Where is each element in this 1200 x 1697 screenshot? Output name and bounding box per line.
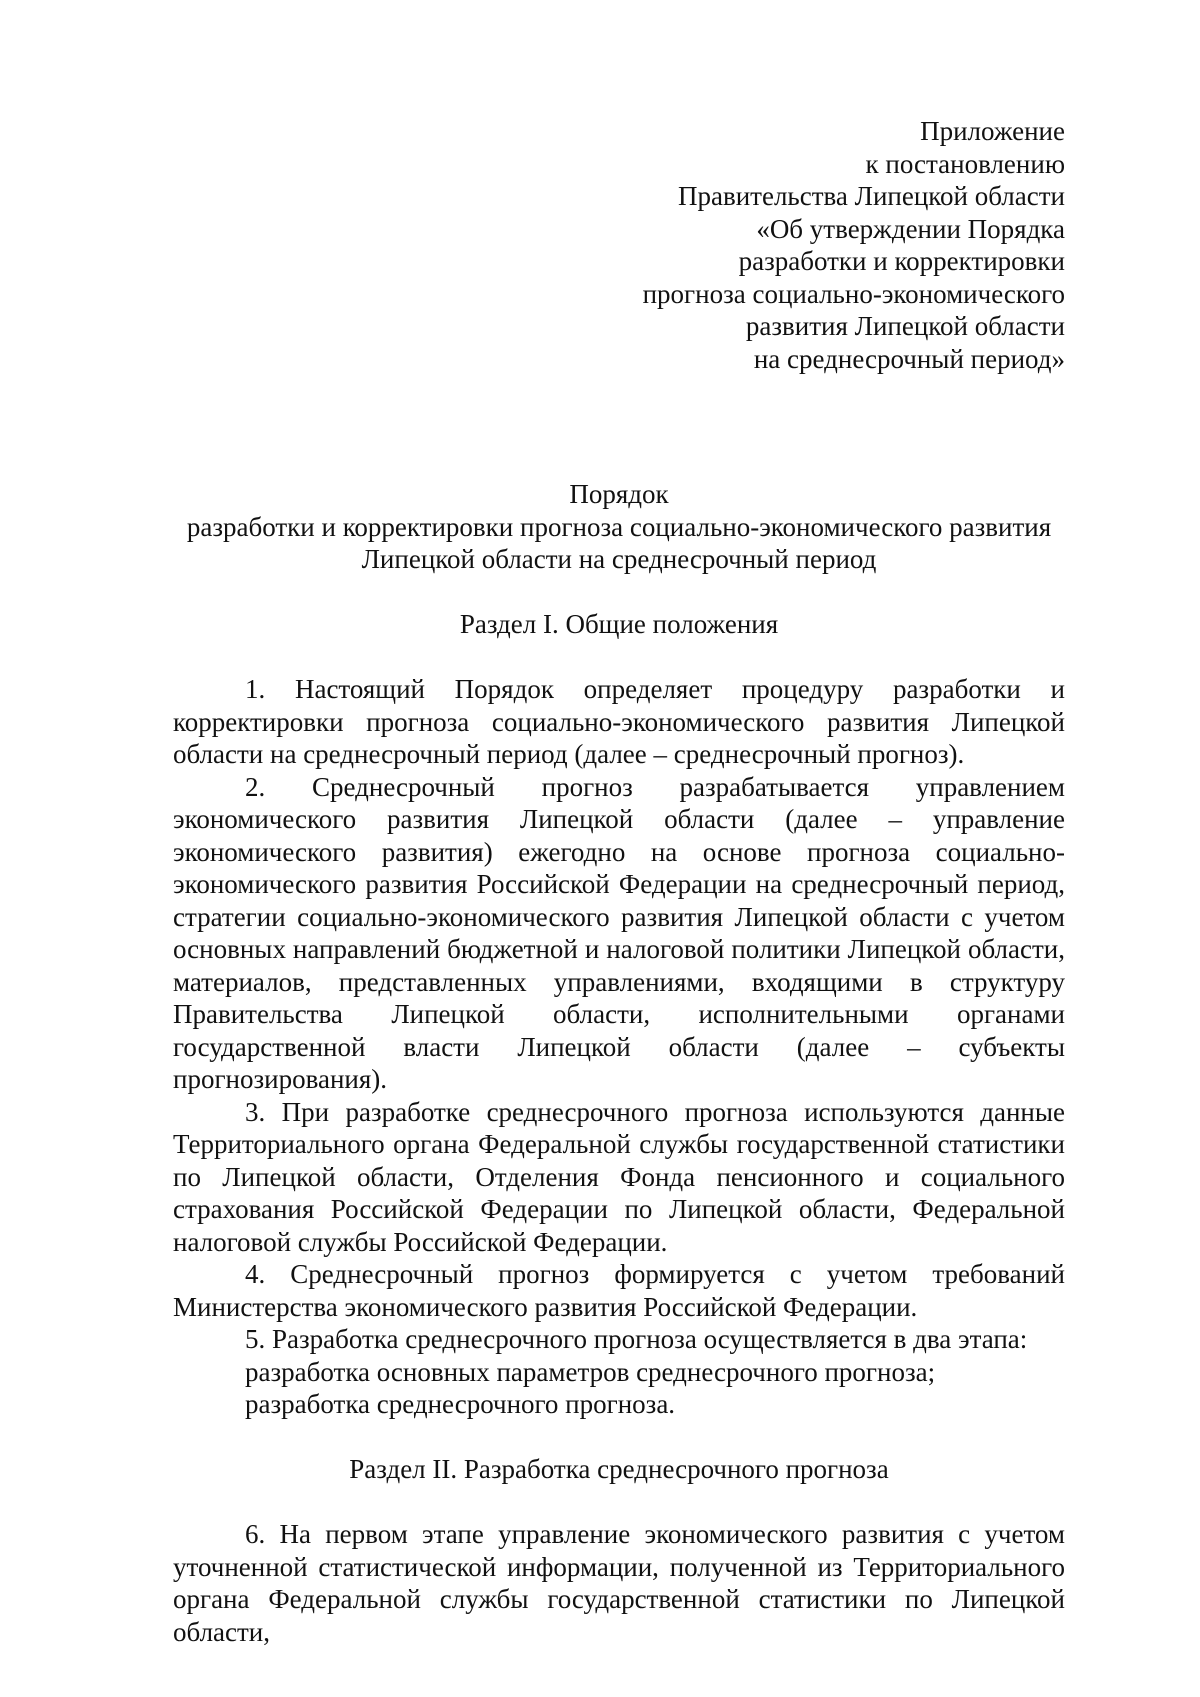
appendix-line: Правительства Липецкой области (677, 181, 1065, 211)
paragraph-5-item-2: разработка среднесрочного прогноза. (245, 1389, 676, 1419)
paragraph-5-item-1: разработка основных параметров среднесрочного прогноза; (245, 1356, 936, 1387)
section-1-heading: Раздел I. Общие положения (459, 609, 779, 639)
appendix-line: разработки и корректировки (738, 246, 1065, 276)
appendix-line: на среднесрочный период» (753, 343, 1065, 374)
appendix-block (643, 115, 1065, 375)
paragraph-2: 2. Среднесрочный прогноз разрабатывается управлением экономического развития Липецкой области (далее – управление экономического развития) ежегодно на основе прогноза социально-экономического развития Российской Федерации на среднесрочный период, стратегии социально-экономического развития Липецкой области с учетом основных направлений бюджетной и налоговой политики Липецкой области, материалов, представленных управлениями, входящими в структуру Правительства Липецкой области, исполнительными органами государственной власти Липецкой области (далее – субъекты прогнозирования). (173, 771, 1065, 1094)
title-line: Липецкой области на среднесрочный период (361, 544, 877, 574)
spacer (173, 1421, 1065, 1454)
document-body (173, 478, 1065, 1648)
paragraph-3: 3. При разработке среднесрочного прогноза используются данные Территориального органа Федеральной службы государственной статистики по Липецкой области, Отделения Фонда пенсионного и социального страхования Российской Федерации по Липецкой области, Федеральной налоговой службы Российской Федерации. (173, 1096, 1065, 1257)
title-line: Порядок (569, 479, 669, 509)
title-line: разработки и корректировки прогноза социально-экономического развития (186, 511, 1052, 542)
appendix-line: Приложение (920, 116, 1065, 146)
paragraph-6: 6. На первом этапе управление экономического развития с учетом уточненной статистической информации, полученной из Территориального органа Федеральной службы государственной статистики по Липецкой области, (173, 1519, 1065, 1647)
appendix-line: к постановлению (865, 148, 1065, 179)
appendix-line: «Об утверждении Порядка (756, 213, 1065, 244)
spacer (173, 641, 1065, 674)
document-title (173, 478, 1065, 576)
spacer (173, 1486, 1065, 1519)
paragraph-5: 5. Разработка среднесрочного прогноза осуществляется в два этапа: (245, 1324, 1028, 1354)
spacer (173, 576, 1065, 609)
paragraph-1: 1. Настоящий Порядок определяет процедуру разработки и корректировки прогноза социально-экономического развития Липецкой области на среднесрочный период (далее – среднесрочный прогноз). (173, 674, 1065, 769)
section-2-heading: Раздел II. Разработка среднесрочного прогноза (349, 1454, 889, 1484)
appendix-line: развития Липецкой области (745, 311, 1065, 341)
paragraph-4: 4. Среднесрочный прогноз формируется с учетом требований Министерства экономического развития Российской Федерации. (173, 1259, 1065, 1322)
appendix-line: прогноза социально-экономического (642, 278, 1065, 309)
